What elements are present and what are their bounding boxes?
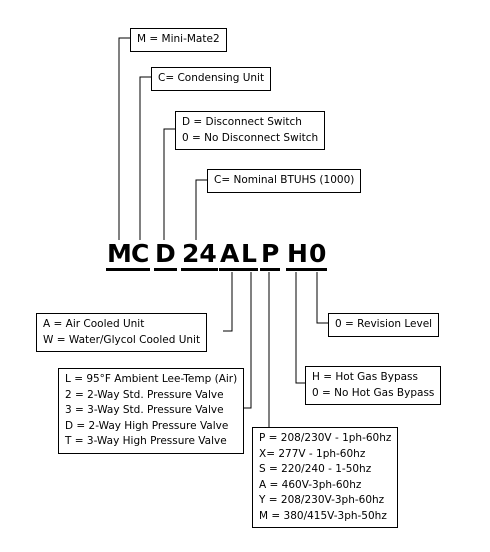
code-char-p: P xyxy=(260,240,280,271)
legend-line: 0 = No Disconnect Switch xyxy=(182,131,319,144)
legend-line: D = Disconnect Switch xyxy=(182,116,302,128)
code-char-d: D xyxy=(154,240,177,271)
legend-box-hot-gas xyxy=(305,366,441,405)
legend-line: L = 95°F Ambient Lee-Temp (Air) xyxy=(65,373,238,385)
code-char-l: L xyxy=(240,240,258,271)
legend-box-voltage xyxy=(252,427,398,528)
legend-line: M = Mini-Mate2 xyxy=(137,33,220,45)
code-char-c: C xyxy=(130,240,150,271)
legend-line: M = 380/415V-3ph-50hz xyxy=(259,509,387,522)
legend-line: X= 277V - 1ph-60hz xyxy=(259,447,366,460)
legend-line: T = 3-Way High Pressure Valve xyxy=(65,435,227,447)
legend-line: C= Condensing Unit xyxy=(158,72,265,84)
legend-line: P = 208/230V - 1ph-60hz xyxy=(259,432,392,444)
legend-box-revision xyxy=(328,313,439,337)
legend-line: 0 = Revision Level xyxy=(335,318,433,330)
legend-line: A = Air Cooled Unit xyxy=(43,318,145,330)
code-char-a: A xyxy=(219,240,240,271)
legend-line: 3 = 3-Way Std. Pressure Valve xyxy=(65,404,224,416)
legend-line: Y = 208/230V-3ph-60hz xyxy=(259,494,385,506)
legend-line: 2 = 2-Way Std. Pressure Valve xyxy=(65,388,224,401)
code-char-0: 0 xyxy=(308,240,327,271)
code-char-24: 24 xyxy=(181,240,218,271)
legend-box-valve xyxy=(58,368,244,454)
legend-line: A = 460V-3ph-60hz xyxy=(259,478,362,491)
code-char-m: M xyxy=(106,240,133,271)
legend-line: D = 2-Way High Pressure Valve xyxy=(65,419,229,432)
legend-box-nominal xyxy=(207,169,361,193)
legend-box-cooling xyxy=(36,313,207,352)
legend-line: C= Nominal BTUHS (1000) xyxy=(214,174,355,186)
legend-line: 0 = No Hot Gas Bypass xyxy=(312,386,435,399)
legend-box-model xyxy=(130,28,227,52)
legend-box-unit-type xyxy=(151,67,271,91)
legend-box-disconnect xyxy=(175,111,325,150)
legend-line: S = 220/240 - 1-50hz xyxy=(259,463,372,475)
legend-line: H = Hot Gas Bypass xyxy=(312,371,418,383)
legend-line: W = Water/Glycol Cooled Unit xyxy=(43,333,201,346)
code-char-h: H xyxy=(286,240,309,271)
